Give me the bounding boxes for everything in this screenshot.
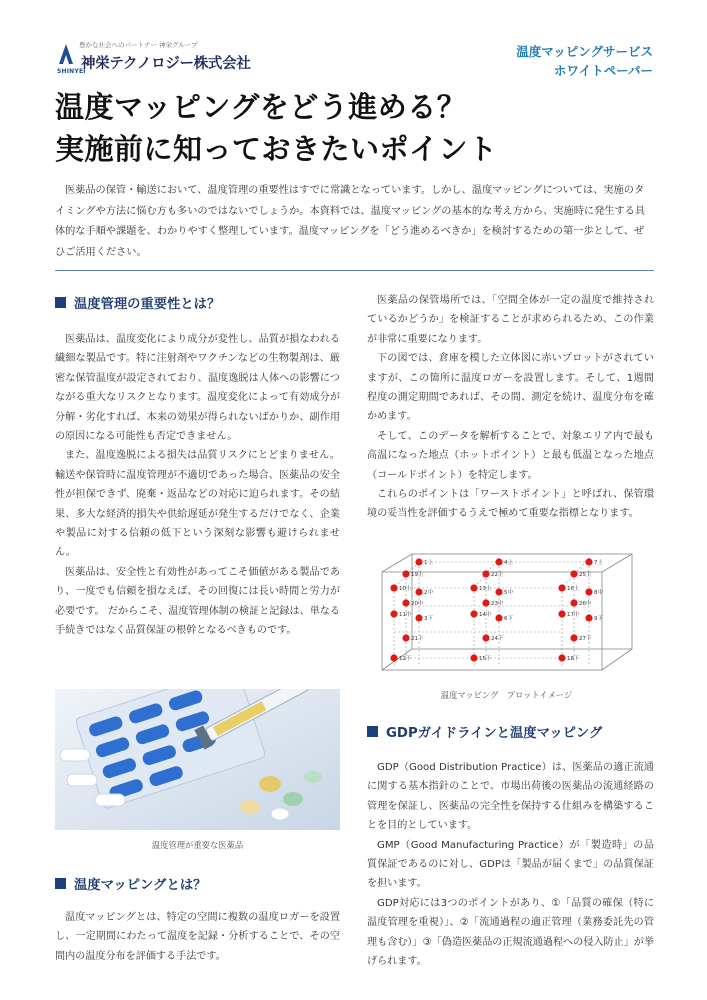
document-type (516, 42, 653, 80)
title-line-2: 実施前に知っておきたいポイント (55, 132, 498, 166)
logger-dot (402, 599, 409, 606)
logger-label: 11中 (399, 612, 412, 618)
logger-dot (585, 588, 592, 595)
logger-label: 20中 (411, 601, 424, 607)
logger-label: 5中 (504, 590, 513, 596)
paragraph: 温度マッピングとは、特定の空間に複数の温度ロガーを設置し、一定期間にわたって温度を記録・分析することで、その空間内の温度分布を評価する手法です。 (55, 912, 340, 962)
logger-dot (470, 654, 477, 661)
logger-label: 27下 (579, 636, 592, 642)
logger-label: 16上 (567, 586, 580, 592)
diagram-caption: 温度マッピング プロットイメージ (440, 690, 573, 700)
logger-label: 9下 (594, 616, 603, 622)
paragraph: GMP（Good Manufacturing Practice）が「製造時」の品質保証であるのに対し、GDPは「製品が届くまで」の品質保証を担います。 (367, 839, 654, 890)
logger-label: 19上 (411, 572, 424, 578)
logger-label: 10上 (399, 586, 412, 592)
logger-dot (570, 570, 577, 577)
logger-label: 7上 (594, 560, 603, 566)
logger-label: 1上 (424, 560, 433, 566)
logger-dot (390, 654, 397, 661)
logger-dot (495, 614, 502, 621)
logger-dot (585, 614, 592, 621)
logger-dot (570, 599, 577, 606)
company-name: 神栄テクノロジー株式会社 (81, 56, 251, 72)
logger-label: 4上 (504, 560, 513, 566)
logger-label: 12下 (399, 656, 412, 662)
logger-label: 14中 (479, 612, 492, 618)
logger-dot (558, 584, 565, 591)
logger-dot (415, 558, 422, 565)
logger-dot (402, 570, 409, 577)
logger-dot (495, 558, 502, 565)
page-title (55, 86, 498, 170)
section-divider (55, 270, 654, 271)
logger-dot (390, 584, 397, 591)
logger-dot (390, 610, 397, 617)
logger-dot (415, 588, 422, 595)
logger-dot (470, 584, 477, 591)
heading-square-icon (367, 726, 378, 737)
logger-dot (402, 634, 409, 641)
logger-dot (558, 610, 565, 617)
logo-english: SHINYEI (57, 68, 86, 75)
logger-label: 18下 (567, 656, 580, 662)
paragraph: 医薬品は、温度変化により成分が変性し、品質が損なわれる繊細な製品です。特に注射剤やワクチンなどの生物製剤は、厳密な保管温度が設定されており、温度逸脱は人体への影響につながる重大なリスクとなります。温度変化によって有効成分が分解・劣化すれば、本来の効果が得られないばかりか、副作用の原因になる可能性も否定できません。 (55, 334, 340, 443)
logger-dot (570, 634, 577, 641)
section-heading-text: 温度管理の重要性とは？ (74, 297, 221, 312)
logger-dot (482, 570, 489, 577)
logger-dot (470, 610, 477, 617)
logger-label: 21下 (411, 636, 424, 642)
paragraph: そして、このデータを解析することで、対象エリア内で最も高温になった地点（ホットポイント）と最も低温となった地点（コールドポイント）を特定します。 (367, 430, 654, 481)
logger-label: 6下 (504, 616, 513, 622)
logger-label: 13上 (479, 586, 492, 592)
logger-label: 8中 (594, 590, 603, 596)
section-heading-gdp (367, 722, 602, 741)
logger-label: 24下 (491, 636, 504, 642)
logger-label: 3下 (424, 616, 433, 622)
paragraph: 下の図では、倉庫を模した立体図に赤いプロットがされていますが、この箇所に温度ロガーを設置します。そして、1週間程度の測定期間であれば、その間、測定を続け、温度分布を確かめます。 (367, 353, 654, 423)
heading-square-icon (55, 878, 66, 889)
company-logo (57, 38, 257, 78)
logger-label: 23中 (491, 601, 504, 607)
photo-caption: 温度管理が重要な医薬品 (151, 840, 244, 850)
title-line-1: 温度マッピングをどう進める？ (55, 90, 467, 124)
heading-square-icon (55, 297, 66, 308)
paragraph: これらのポイントは「ワーストポイント」と呼ばれ、保管環境の妥当性を評価するうえで極めて重要な指標となります。 (367, 489, 654, 520)
logo-tagline: 豊かな社会へのパートナー 神栄グループ (79, 41, 198, 49)
logger-label: 15下 (479, 656, 492, 662)
logger-dot (495, 588, 502, 595)
logger-dot (558, 654, 565, 661)
logger-dot (585, 558, 592, 565)
paragraph: GDP対応には3つのポイントがあり、①「品質の確保（特に温度管理を重視）」、②「流通過程の適正管理（業務委託先の管理も含む）」③「偽造医薬品の正規流通過程への侵入防止」が挙げられます。 (367, 897, 654, 968)
logger-dot (482, 599, 489, 606)
logger-label: 17中 (567, 612, 580, 618)
right-column-body (367, 291, 654, 524)
logger-label: 2中 (424, 590, 433, 596)
section-heading-text: GDPガイドラインと温度マッピング (386, 726, 603, 741)
logger-label: 26中 (579, 601, 592, 607)
section-body-importance (55, 330, 340, 641)
intro-paragraph: 医薬品の保管・輸送において、温度管理の重要性はすでに常識となっています。しかし、温度マッピングについては、実施のタイミングや方法に悩む方も多いのではないでしょうか。本資料では、温度マッピングの基本的な考え方から、実施時に発生する具体的な手順や課題を、わかりやすく整理しています。温度マッピングを「どう進めるべきか」を検討するための第一歩として、ぜひご活用ください。 (55, 185, 646, 258)
section-heading-mapping (55, 874, 206, 893)
paragraph: GDP（Good Distribution Practice）は、医薬品の適正流通に関する基本指針のことで、市場出荷後の医薬品の流通経路の管理を保証し、医薬品の完全性を保持する仕組みを構築することを目的としています。 (367, 762, 654, 832)
logger-label: 22上 (491, 572, 504, 578)
logger-dot (415, 614, 422, 621)
section-body-gdp (367, 758, 654, 971)
medicine-photo (55, 689, 340, 830)
section-body-mapping (55, 908, 340, 966)
logger-dot (482, 634, 489, 641)
paragraph: 医薬品は、安全性と有効性があってこそ価値がある製品であり、一度でも信頼を損なえば、その回復には長い時間と労力が必要です。 だからこそ、温度管理体制の検証と記録は、単なる手続きではなく品質保証の根幹となるべきものです。 (55, 566, 340, 637)
logger-points (390, 558, 603, 662)
paragraph: 医薬品の保管場所では、「空間全体が一定の温度で維持されているかどうか」を検証することが求められるため、この作業が非常に重要になります。 (367, 295, 654, 345)
paragraph: また、温度逸脱による損失は品質リスクにとどまりません。輸送や保管時に温度管理が不適切であった場合、医薬品の安全性が担保できず、廃棄・返品などの対応に迫られます。その結果、多大な経済的損失や供給遅延が発生するだけでなく、企業や製品に対する信頼の低下という深刻な影響も避けられません。 (55, 450, 340, 559)
logger-label: 25上 (579, 572, 592, 578)
mapping-plot-diagram (374, 548, 639, 676)
medicine-illustration (55, 689, 340, 830)
document-label: ホワイトペーパー (553, 63, 653, 78)
section-heading-text: 温度マッピングとは？ (74, 878, 207, 893)
service-name: 温度マッピングサービス (516, 44, 653, 59)
section-heading-importance (55, 293, 220, 312)
company-logo-mark-icon (57, 40, 75, 66)
